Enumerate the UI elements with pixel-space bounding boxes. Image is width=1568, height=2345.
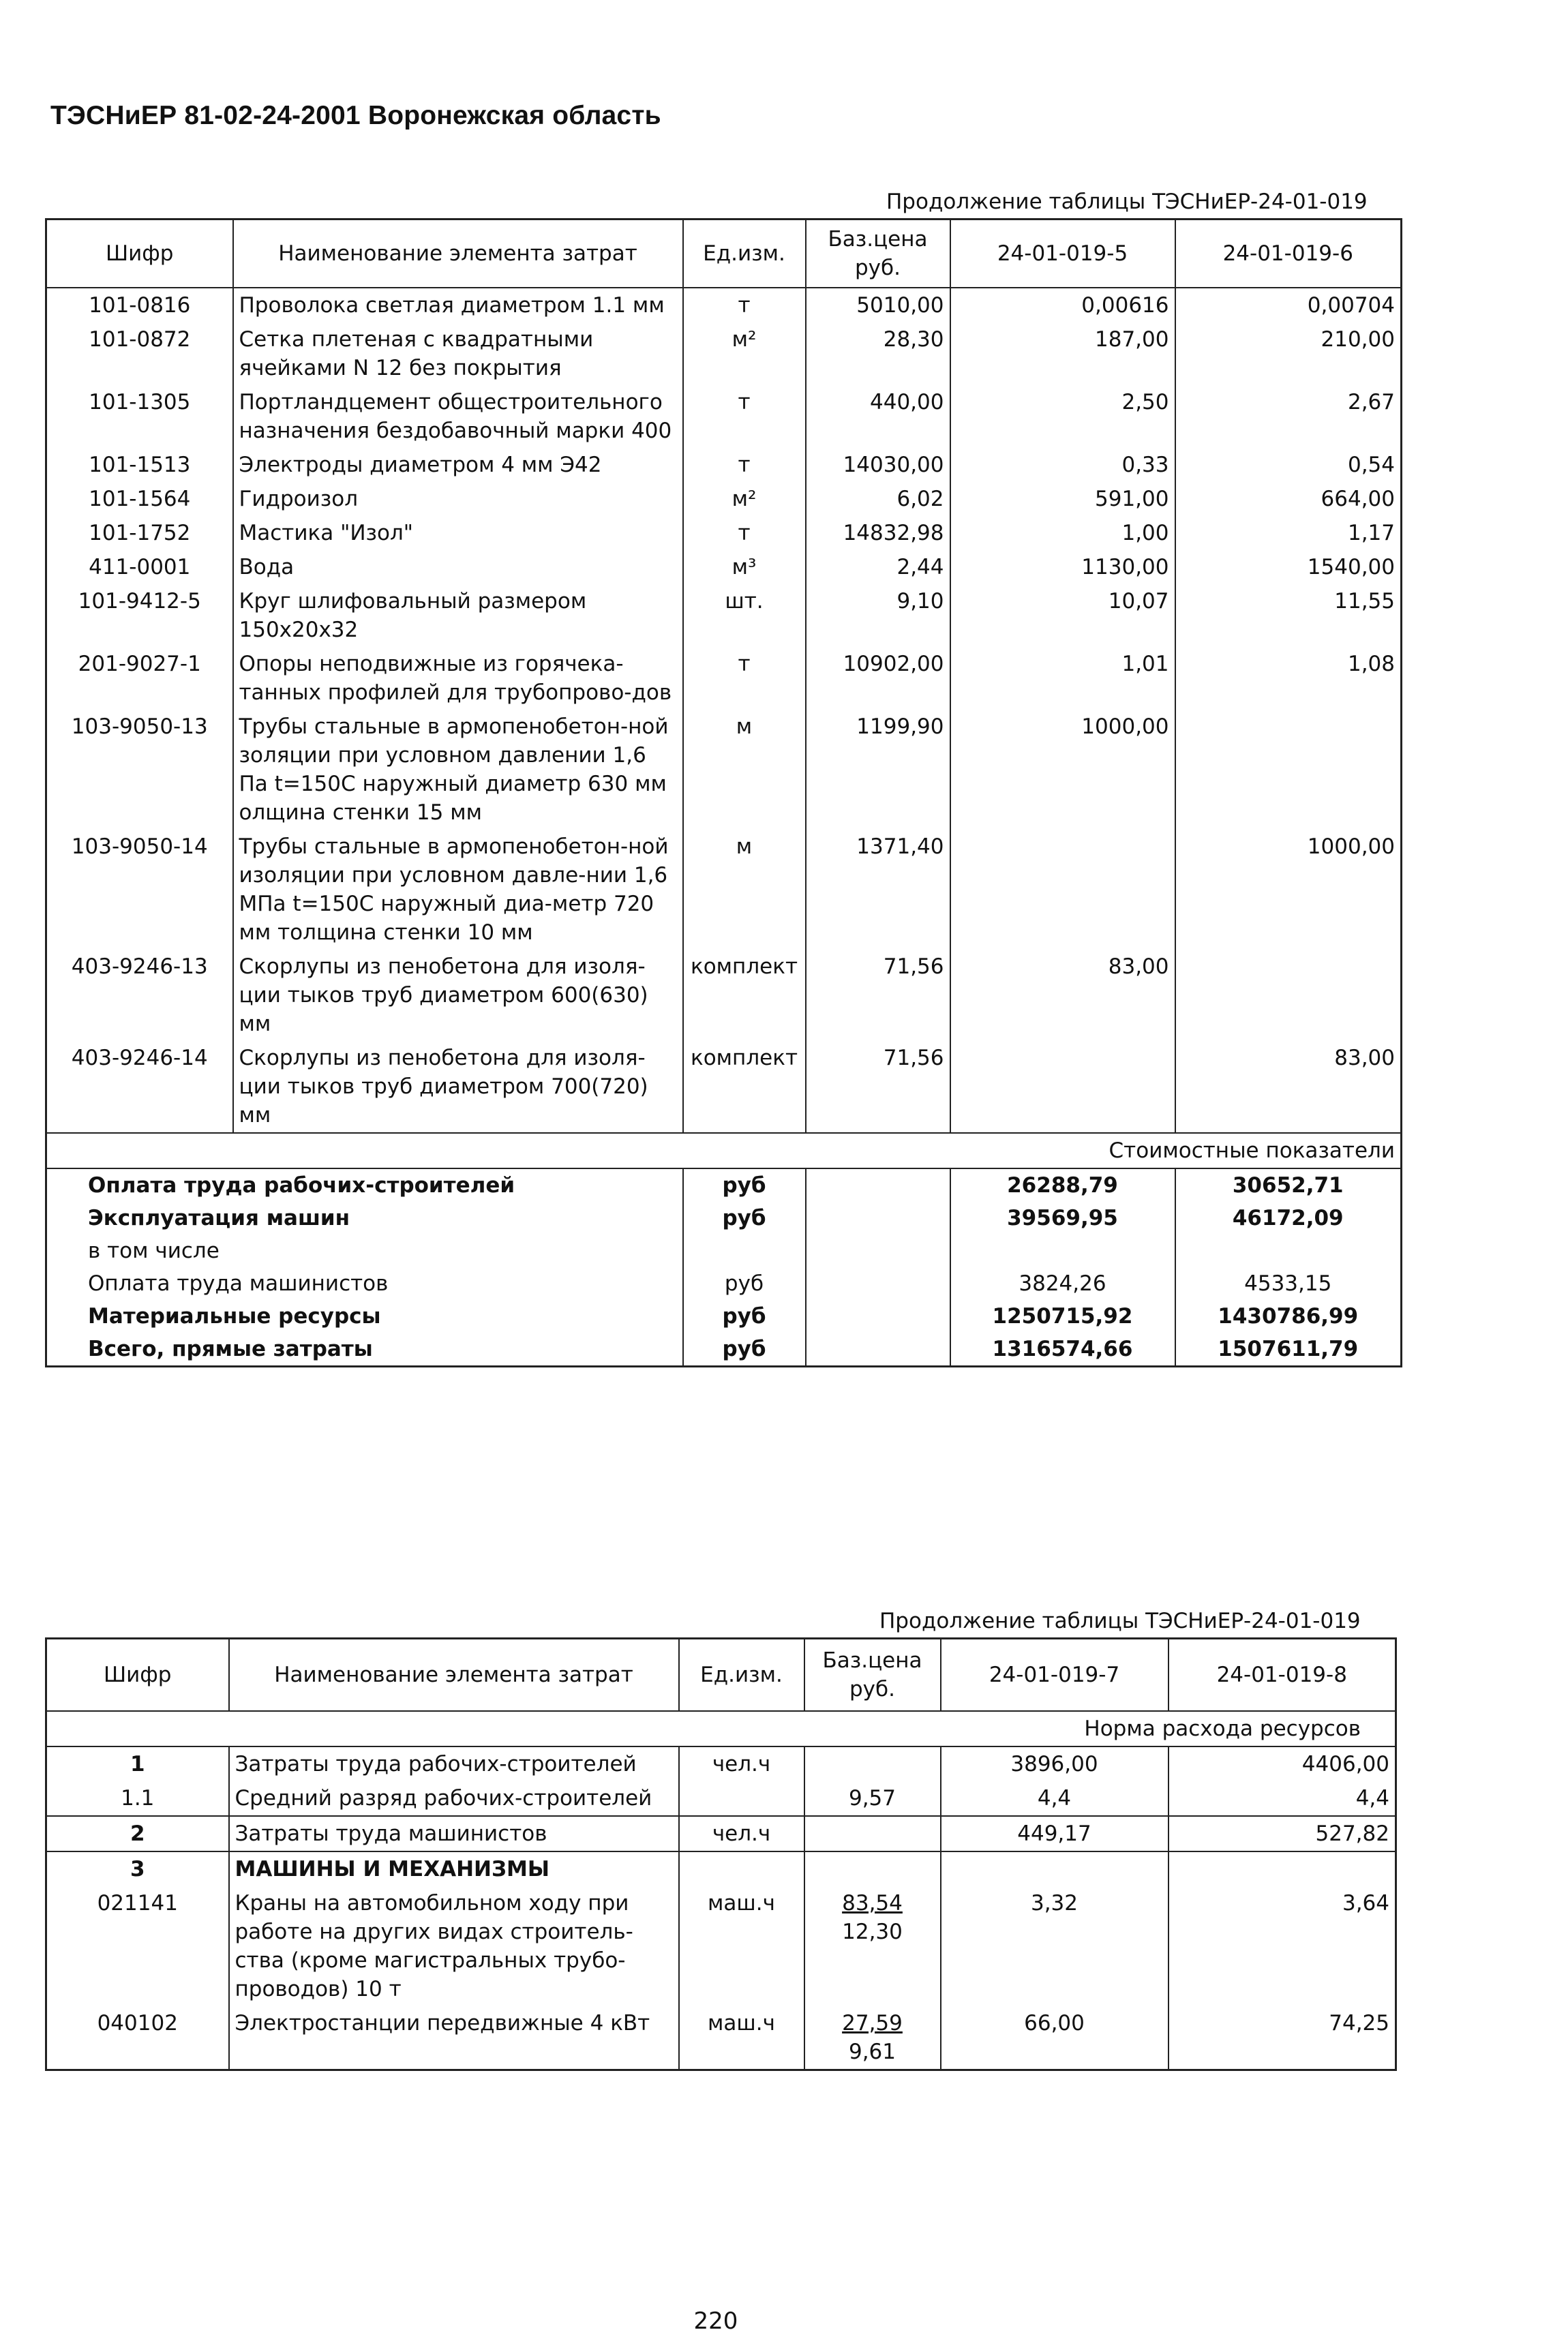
- cell-value-1: [950, 830, 1175, 950]
- cell-price: [804, 2006, 941, 2070]
- cell-name: Портландцемент общестроительного назначения бездобавочный марки 400: [233, 385, 683, 448]
- cell-name: Вода: [233, 550, 683, 584]
- summary-label: в том числе: [46, 1235, 683, 1267]
- summary-row: [46, 1235, 1402, 1267]
- summary-price-empty: [806, 1267, 950, 1300]
- header-unit: Ед.изм.: [679, 1639, 804, 1711]
- cell-price: 6,02: [806, 482, 950, 516]
- cell-name: Трубы стальные в армопенобетон-ной изоляции при условном давле-нии 1,6 МПа t=150С наружный диа-метр 720 мм толщина стенки 10 мм: [233, 830, 683, 950]
- cell-unit: [679, 1851, 804, 1886]
- table1-header-row: [46, 220, 1402, 288]
- cell-unit: м: [683, 830, 806, 950]
- table-row: [46, 830, 1402, 950]
- cell-value-1: 1,00: [950, 516, 1175, 550]
- table-row: [46, 2006, 1396, 2070]
- cell-value-2: [1175, 950, 1402, 1041]
- cell-code: 1.1: [46, 1781, 229, 1816]
- cell-value-1: 449,17: [941, 1816, 1169, 1851]
- cell-unit: т: [683, 647, 806, 710]
- table-row: [46, 584, 1402, 647]
- cost-section-title-row: [46, 1133, 1402, 1168]
- summary-unit: руб: [683, 1168, 806, 1202]
- summary-label: Оплата труда рабочих-строителей: [46, 1168, 683, 1202]
- cell-value-1: [941, 1851, 1169, 1886]
- table2-header-row: [46, 1639, 1396, 1711]
- page-header: ТЭСНиЕР 81-02-24-2001 Воронежская область: [50, 101, 661, 130]
- cell-unit: маш.ч: [679, 1886, 804, 2006]
- cell-price: 28,30: [806, 322, 950, 385]
- summary-unit: руб: [683, 1202, 806, 1235]
- price-line-1: 27,59: [842, 2010, 903, 2036]
- summary-price-empty: [806, 1333, 950, 1367]
- summary-value-1: 1250715,92: [950, 1300, 1175, 1333]
- price-line-1: 83,54: [842, 1890, 903, 1916]
- cell-value-1: 83,00: [950, 950, 1175, 1041]
- summary-row: [46, 1333, 1402, 1367]
- cell-name: Средний разряд рабочих-строителей: [229, 1781, 679, 1816]
- cell-price: 1199,90: [806, 710, 950, 830]
- cell-name: Гидроизол: [233, 482, 683, 516]
- cell-value-2: 0,00704: [1307, 292, 1395, 318]
- cell-unit: комплект: [683, 950, 806, 1041]
- cell-code: 101-1564: [46, 482, 233, 516]
- summary-value-2: 4533,15: [1244, 1271, 1332, 1296]
- table-row: [46, 1781, 1396, 1816]
- summary-unit: руб: [683, 1333, 806, 1367]
- summary-value-1: 1316574,66: [950, 1333, 1175, 1367]
- cell-value-2: 1540,00: [1307, 554, 1395, 579]
- price-line-2: 12,30: [842, 1919, 903, 1944]
- table-row: [46, 710, 1402, 830]
- header-code: Шифр: [46, 220, 233, 288]
- cell-unit: чел.ч: [679, 1816, 804, 1851]
- cell-value-2: 664,00: [1321, 486, 1395, 511]
- summary-value-2: 1507611,79: [1218, 1336, 1359, 1361]
- cell-unit: м³: [683, 550, 806, 584]
- cell-code: 411-0001: [46, 550, 233, 584]
- cell-unit: [679, 1781, 804, 1816]
- cell-code: 103-9050-13: [46, 710, 233, 830]
- cell-code: 040102: [46, 2006, 229, 2070]
- cell-code: 1: [46, 1746, 229, 1781]
- norm-section-title-row: [46, 1711, 1396, 1746]
- cell-value-2: 83,00: [1334, 1045, 1395, 1070]
- cell-name: Круг шлифовальный размером 150х20х32: [233, 584, 683, 647]
- cell-unit: шт.: [683, 584, 806, 647]
- table-row: [46, 516, 1402, 550]
- header-unit: Ед.изм.: [683, 220, 806, 288]
- price-line-2: 9,61: [848, 2039, 896, 2064]
- summary-unit: [683, 1235, 806, 1267]
- summary-price-empty: [806, 1300, 950, 1333]
- summary-value-1: [950, 1235, 1175, 1267]
- cell-code: 101-1513: [46, 448, 233, 482]
- table-row: [46, 1816, 1396, 1851]
- header-code: Шифр: [46, 1639, 229, 1711]
- table-row: [46, 482, 1402, 516]
- cell-price: [804, 1816, 941, 1851]
- summary-value-1: 3824,26: [950, 1267, 1175, 1300]
- summary-unit: руб: [683, 1300, 806, 1333]
- header-name: Наименование элемента затрат: [229, 1639, 679, 1711]
- cell-value-2: 1000,00: [1307, 834, 1395, 859]
- cell-code: 021141: [46, 1886, 229, 2006]
- table-row: [46, 950, 1402, 1041]
- cell-value-1: 2,50: [950, 385, 1175, 448]
- header-name: Наименование элемента затрат: [233, 220, 683, 288]
- cell-price: [804, 1886, 941, 2006]
- cell-price: 5010,00: [806, 288, 950, 322]
- cell-name: Проволока светлая диаметром 1.1 мм: [233, 288, 683, 322]
- header-col1: 24-01-019-7: [941, 1639, 1169, 1711]
- cell-value-1: 0,33: [950, 448, 1175, 482]
- table1-caption: Продолжение таблицы ТЭСНиЕР-24-01-019: [886, 190, 1368, 214]
- cell-unit: маш.ч: [679, 2006, 804, 2070]
- summary-value-2: 46172,09: [1232, 1205, 1344, 1230]
- cell-value-2: 1,08: [1347, 651, 1395, 676]
- cell-name: Опоры неподвижные из горячека-танных профилей для трубопрово-дов: [233, 647, 683, 710]
- cell-unit: т: [683, 385, 806, 448]
- cell-price: 2,44: [806, 550, 950, 584]
- table-row: [46, 550, 1402, 584]
- cell-name: Сетка плетеная с квадратными ячейками N 12 без покрытия: [233, 322, 683, 385]
- summary-label: Эксплуатация машин: [46, 1202, 683, 1235]
- header-price: Баз.цена руб.: [806, 220, 950, 288]
- cell-unit: м²: [683, 482, 806, 516]
- table-row: [46, 448, 1402, 482]
- table-row: [46, 322, 1402, 385]
- table-row: [46, 1851, 1396, 1886]
- cell-value-2: 11,55: [1334, 588, 1395, 614]
- cell-value-2: 3,64: [1342, 1890, 1389, 1916]
- summary-row: [46, 1168, 1402, 1202]
- cell-code: 101-1752: [46, 516, 233, 550]
- cell-code: 101-9412-5: [46, 584, 233, 647]
- cell-value-1: 3896,00: [941, 1746, 1169, 1781]
- cell-price: 71,56: [806, 1041, 950, 1133]
- summary-price-empty: [806, 1235, 950, 1267]
- summary-row: [46, 1267, 1402, 1300]
- cell-price: 71,56: [806, 950, 950, 1041]
- cell-value-2: 0,54: [1347, 452, 1395, 477]
- cost-section-title: Стоимостные показатели: [46, 1133, 1402, 1168]
- cell-name: Скорлупы из пенобетона для изоля-ции тыков труб диаметром 600(630) мм: [233, 950, 683, 1041]
- cell-value-2: 4406,00: [1301, 1751, 1389, 1776]
- cell-value-1: 4,4: [941, 1781, 1169, 1816]
- cell-price: 10902,00: [806, 647, 950, 710]
- summary-value-2: 30652,71: [1232, 1172, 1344, 1198]
- cell-name: Трубы стальные в армопенобетон-ной золяции при условном давлении 1,6 Па t=150С наружный диаметр 630 мм олщина стенки 15 мм: [233, 710, 683, 830]
- cell-name: Затраты труда рабочих-строителей: [229, 1746, 679, 1781]
- cell-value-1: 3,32: [941, 1886, 1169, 2006]
- cell-price: 440,00: [806, 385, 950, 448]
- cell-price: 14832,98: [806, 516, 950, 550]
- cell-price: [804, 1851, 941, 1886]
- cell-unit: м²: [683, 322, 806, 385]
- cell-unit: т: [683, 288, 806, 322]
- cell-value-2: 1,17: [1347, 520, 1395, 545]
- cell-value-2: 210,00: [1321, 327, 1395, 352]
- cell-unit: т: [683, 516, 806, 550]
- table1: [45, 218, 1402, 1367]
- summary-value-2: [1175, 1235, 1402, 1267]
- table2: [45, 1637, 1397, 2071]
- cell-name: Электростанции передвижные 4 кВт: [229, 2006, 679, 2070]
- cell-name: Скорлупы из пенобетона для изоля-ции тыков труб диаметром 700(720) мм: [233, 1041, 683, 1133]
- cell-value-1: 187,00: [950, 322, 1175, 385]
- cell-code: 101-0816: [46, 288, 233, 322]
- cell-code: 2: [46, 1816, 229, 1851]
- cell-value-2: 74,25: [1329, 2010, 1389, 2036]
- cell-unit: т: [683, 448, 806, 482]
- cell-unit: чел.ч: [679, 1746, 804, 1781]
- cell-code: 201-9027-1: [46, 647, 233, 710]
- cell-value-2: 4,4: [1355, 1785, 1389, 1811]
- summary-unit: руб: [683, 1267, 806, 1300]
- cell-price: 14030,00: [806, 448, 950, 482]
- price-line-1: 9,57: [848, 1785, 896, 1811]
- cell-value-2: [1169, 1851, 1396, 1886]
- cell-price: [804, 1746, 941, 1781]
- cell-code: 101-0872: [46, 322, 233, 385]
- table-row: [46, 1746, 1396, 1781]
- cell-name: Электроды диаметром 4 мм Э42: [233, 448, 683, 482]
- cell-value-2: [1175, 710, 1402, 830]
- cell-price: [804, 1781, 941, 1816]
- cell-price: 9,10: [806, 584, 950, 647]
- cell-value-1: 0,00616: [950, 288, 1175, 322]
- summary-price-empty: [806, 1168, 950, 1202]
- summary-row: [46, 1202, 1402, 1235]
- cell-code: 403-9246-14: [46, 1041, 233, 1133]
- cell-value-1: 1130,00: [950, 550, 1175, 584]
- header-col2: 24-01-019-6: [1175, 220, 1402, 288]
- summary-label: Материальные ресурсы: [46, 1300, 683, 1333]
- table-row: [46, 288, 1402, 322]
- summary-label: Всего, прямые затраты: [46, 1333, 683, 1367]
- cell-value-1: 66,00: [941, 2006, 1169, 2070]
- cell-value-1: 591,00: [950, 482, 1175, 516]
- cell-value-1: 1000,00: [950, 710, 1175, 830]
- summary-price-empty: [806, 1202, 950, 1235]
- summary-row: [46, 1300, 1402, 1333]
- cell-code: 403-9246-13: [46, 950, 233, 1041]
- cell-name: МАШИНЫ И МЕХАНИЗМЫ: [229, 1851, 679, 1886]
- cell-name: Затраты труда машинистов: [229, 1816, 679, 1851]
- summary-value-1: 39569,95: [950, 1202, 1175, 1235]
- summary-label: Оплата труда машинистов: [46, 1267, 683, 1300]
- cell-name: Мастика "Изол": [233, 516, 683, 550]
- cell-unit: комплект: [683, 1041, 806, 1133]
- table-row: [46, 1886, 1396, 2006]
- table-row: [46, 1041, 1402, 1133]
- cell-name: Краны на автомобильном ходу при работе на других видах строитель-ства (кроме магистральных трубо-проводов) 10 т: [229, 1886, 679, 2006]
- page-number: 220: [693, 2308, 738, 2335]
- cell-value-1: 10,07: [950, 584, 1175, 647]
- header-price: Баз.цена руб.: [804, 1639, 941, 1711]
- header-col2: 24-01-019-8: [1169, 1639, 1396, 1711]
- cell-value-1: [950, 1041, 1175, 1133]
- table-row: [46, 647, 1402, 710]
- summary-value-2: 1430786,99: [1218, 1303, 1359, 1329]
- cell-price: 1371,40: [806, 830, 950, 950]
- cell-value-2: 2,67: [1347, 389, 1395, 414]
- header-col1: 24-01-019-5: [950, 220, 1175, 288]
- cell-value-1: 1,01: [950, 647, 1175, 710]
- cell-code: 103-9050-14: [46, 830, 233, 950]
- cell-code: 3: [46, 1851, 229, 1886]
- cell-value-2: 527,82: [1315, 1821, 1389, 1846]
- norm-section-title: Норма расхода ресурсов: [46, 1711, 1396, 1746]
- cell-unit: м: [683, 710, 806, 830]
- table-row: [46, 385, 1402, 448]
- cell-code: 101-1305: [46, 385, 233, 448]
- table2-caption: Продолжение таблицы ТЭСНиЕР-24-01-019: [879, 1609, 1361, 1633]
- summary-value-1: 26288,79: [950, 1168, 1175, 1202]
